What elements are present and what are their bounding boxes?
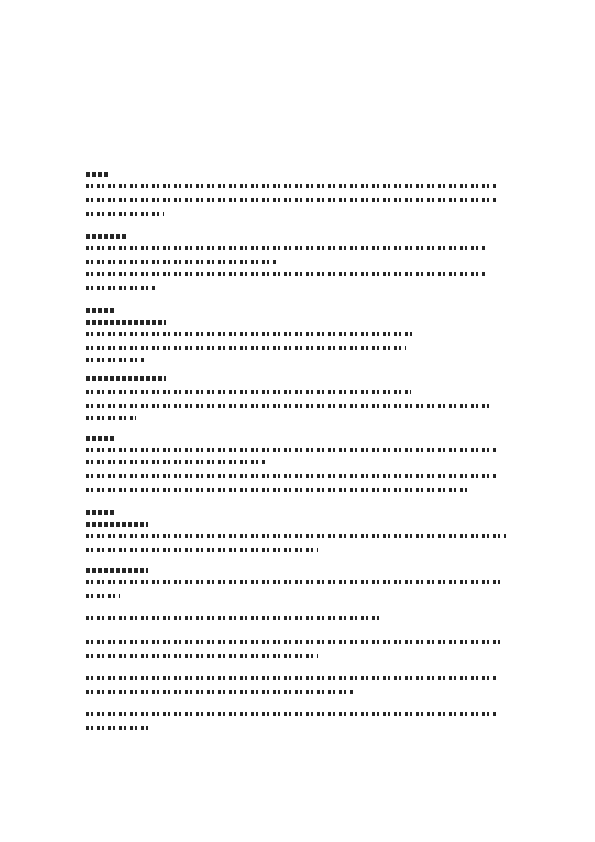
subsection-heading: [86, 522, 148, 527]
text-line: [86, 594, 120, 598]
text-line: [86, 390, 411, 394]
text-line: [86, 260, 276, 264]
text-line: [86, 640, 504, 644]
text-line: [86, 332, 416, 336]
text-line: [86, 272, 486, 276]
subsection-heading: [86, 568, 148, 573]
section-heading: [86, 308, 114, 313]
document-body: [86, 170, 506, 740]
text-line: [86, 358, 146, 362]
text-line: [86, 488, 471, 492]
text-line: [86, 548, 318, 552]
text-line: [86, 198, 496, 202]
text-line: [86, 676, 496, 680]
text-line: [86, 416, 136, 420]
subsection-heading: [86, 320, 166, 325]
text-line: [86, 616, 382, 620]
subsection-heading: [86, 376, 166, 381]
text-line: [86, 346, 406, 350]
text-line: [86, 654, 318, 658]
text-line: [86, 712, 496, 716]
section-heading: [86, 172, 108, 177]
section-heading: [86, 510, 114, 515]
text-line: [86, 212, 164, 216]
text-line: [86, 246, 486, 250]
section-heading: [86, 436, 114, 441]
text-line: [86, 404, 491, 408]
section-heading: [86, 234, 126, 239]
text-line: [86, 690, 354, 694]
text-line: [86, 474, 496, 478]
text-line: [86, 460, 266, 464]
text-line: [86, 448, 496, 452]
text-line: [86, 726, 148, 730]
text-line: [86, 184, 496, 188]
text-line: [86, 534, 506, 538]
text-line: [86, 580, 504, 584]
text-line: [86, 286, 156, 290]
